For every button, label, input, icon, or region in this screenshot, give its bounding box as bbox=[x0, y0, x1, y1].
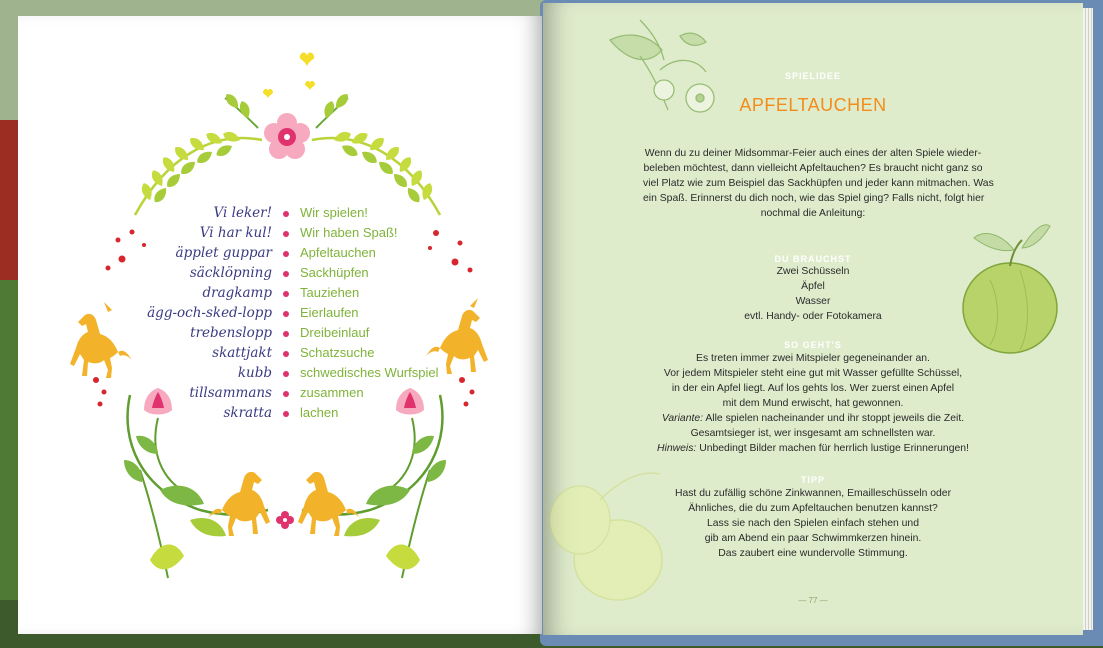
swedish-word: ägg-och-sked-lopp bbox=[147, 305, 272, 321]
german-word: Dreibeinlauf bbox=[300, 325, 370, 340]
variant-label: Variante: bbox=[661, 413, 704, 424]
swedish-word: skattjakt bbox=[212, 345, 272, 361]
swedish-word: tillsammans bbox=[189, 385, 272, 401]
german-word: Schatzsuche bbox=[300, 345, 375, 360]
german-word: Wir haben Spaß! bbox=[300, 225, 398, 240]
swedish-word: kubb bbox=[237, 365, 272, 381]
page-number: — 77 — bbox=[798, 596, 828, 605]
page-title: APFELTAUCHEN bbox=[739, 95, 887, 115]
german-word: Apfeltauchen bbox=[300, 245, 376, 260]
hint-label: Hinweis: bbox=[657, 443, 697, 454]
swedish-word: äpplet guppar bbox=[175, 245, 272, 261]
swedish-word: Vi har kul! bbox=[199, 225, 272, 241]
german-word: Wir spielen! bbox=[300, 205, 368, 220]
german-word: Eierlaufen bbox=[300, 305, 359, 320]
howto-paragraph: Es treten immer zwei Mitspieler gegeneinander an. Vor jedem Mitspieler steht eine gut mit Wasser gefüllte Schüssel, in der ein Apfel liegt. Auf los gehts los. Wer zuerst einen Apfel mit dem Mund erwischt, hat gewonnen. Variante: Alle spielen nacheinander und ihr stoppt jeweils die Zeit. Gesamtsieger ist, wer insgesamt am schnellsten war. Hinweis: Unbedingt Bilder machen für herrlich lustige Erinnerungen! bbox=[657, 353, 969, 454]
german-word: lachen bbox=[300, 405, 339, 420]
german-word: Sackhüpfen bbox=[300, 265, 369, 280]
howto-heading: SO GEHT'S bbox=[784, 340, 842, 350]
tip-heading: TIPP bbox=[800, 475, 825, 485]
right-page-content bbox=[543, 3, 1083, 635]
german-word: Tauziehen bbox=[300, 285, 360, 300]
intro-paragraph: Wenn du zu deiner Midsommar-Feier auch eines der alten Spiele wieder- beleben möchtest, dann vielleicht Apfeltauchen? Es braucht nicht ganz so viel Platz wie zum Beispiel das Sackhüpfen und jeder kann mitmachen. Was ein Spaß. Erinnerst du dich noch, wie das Spiel ging? Falls nicht, folgt hier nochmal die Anleitung: bbox=[643, 148, 994, 219]
tip-paragraph: Hast du zufällig schöne Zinkwannen, Emailleschüsseln oder Ähnliches, die du zum Apfeltauchen benutzen kannst? Lass sie nach den Spielen einfach stehen und gib am Abend ein paar Schwimmkerzen hinein. Das zaubert eine wundervolle Stimmung. bbox=[674, 488, 952, 559]
swedish-word: säcklöpning bbox=[189, 265, 272, 281]
swedish-word: skratta bbox=[223, 405, 272, 421]
german-word: schwedisches Wurfspiel bbox=[300, 365, 439, 380]
materials-list: Zwei Schüsseln Äpfel Wasser evtl. Handy- oder Fotokamera bbox=[744, 266, 882, 322]
swedish-word: Vi leker! bbox=[213, 205, 272, 221]
materials-heading: DU BRAUCHST bbox=[774, 254, 852, 264]
german-word: zusammen bbox=[300, 385, 364, 400]
swedish-word: trebenslopp bbox=[190, 325, 272, 341]
swedish-word: dragkamp bbox=[202, 285, 272, 301]
section-kicker: SPIELIDEE bbox=[784, 71, 841, 81]
